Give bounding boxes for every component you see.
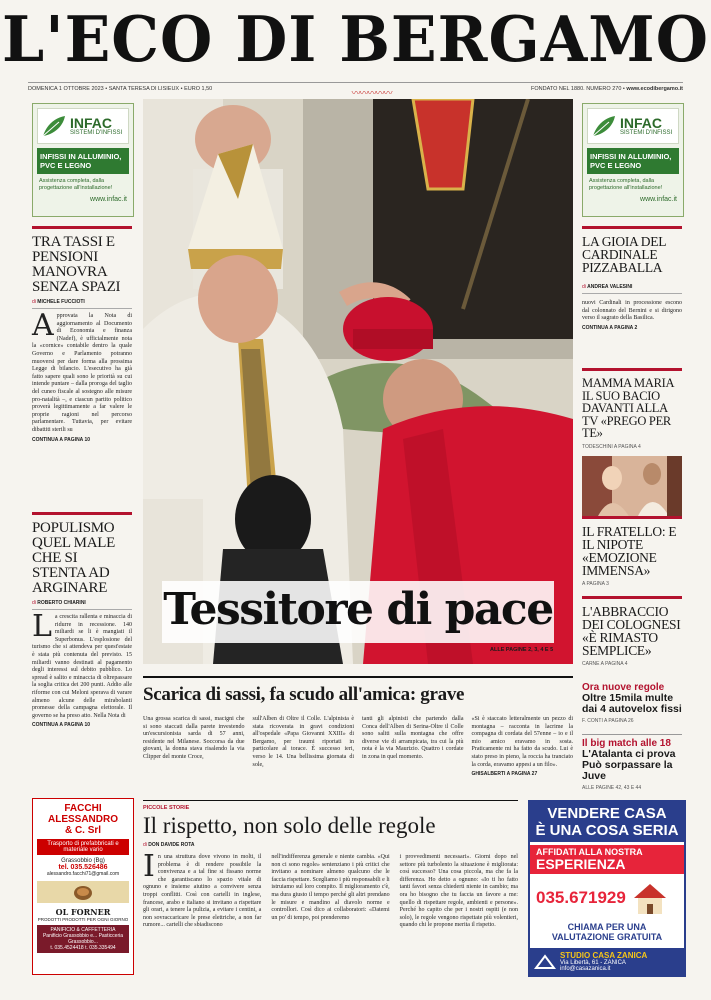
infac-url[interactable]: www.infac.it <box>640 196 677 203</box>
family-photo-illustration <box>582 456 682 518</box>
studio-name: STUDIO CASA ZANICA <box>560 951 648 960</box>
section-rule <box>32 512 132 515</box>
ad-subhead: AFFIDATI ALLA NOSTRA ESPERIENZA <box>530 845 684 874</box>
continue-link[interactable]: CONTINUA A PAGINA 2 <box>582 324 638 331</box>
leaf-icon <box>591 114 617 138</box>
story-col: nell'indifferenza generale e niente cambia. «Qui non ci sono regole» sentenziano i più critici che invitano a nominare almeno qualcuno che le faccia rispettare. Scegliamo i più responsabili e li istruiamo sul loro compito. Il miglioramento c'è, ma dura giusto il tempo perché gli altri prendano le misure e mandino al diavolo norme e controllori. Così dico ai collaboratori: «Datemi un po' di tempo, poi prenderemo <box>271 854 390 921</box>
infac-note: Assistenza completa, dalla progettazione all'installazione! <box>39 178 113 191</box>
story-ref[interactable]: GHISALBERTI A PAGINA 27 <box>471 771 538 778</box>
dropcap: L <box>32 609 52 644</box>
facchi-town: Grassobbio (Bg) <box>61 858 105 864</box>
infac-band: INFISSI IN ALLUMINIO, PVC E LEGNO <box>587 148 679 174</box>
story-headline[interactable]: Scarica di sassi, fa scudo all'amica: grave <box>143 684 465 705</box>
editorial-headline[interactable]: POPULISMO QUEL MALE CHE SI STENTA AD ARGINARE <box>32 520 115 596</box>
studio-address: Via Libertà, 61 - ZANICA <box>560 960 626 966</box>
continue-link[interactable]: CONTINUA A PAGINA 10 <box>32 722 91 729</box>
story-headline[interactable]: IL FRATELLO: E IL NIPOTE «EMOZIONE IMMENSA» <box>582 524 677 578</box>
ad-studio-casa[interactable] <box>528 800 686 977</box>
story-headline[interactable]: LA GIOIA DEL CARDINALE PIZZABALLA <box>582 234 666 275</box>
editorial-headline[interactable]: TRA TASSI E PENSIONI MANOVRA SENZA SPAZI <box>32 234 121 295</box>
main-headline[interactable]: Tessitore di pace <box>162 581 554 643</box>
infac-brand: INFAC <box>620 115 662 131</box>
studio-logo-icon <box>534 954 556 970</box>
dropcap: A <box>32 308 54 343</box>
byline: di MICHELE FUCCIOTI <box>32 299 85 305</box>
section-rule <box>582 516 682 519</box>
ad-cta: CHIAMA PER UNA VALUTAZIONE GRATUITA <box>551 922 663 942</box>
dropcap: I <box>143 849 155 884</box>
story-headline[interactable]: L'ABBRACCIO DEI COLOGNESI «È RIMASTO SEMPLICE» <box>582 604 681 658</box>
story-regole <box>143 800 518 930</box>
story-mamma-maria <box>582 368 682 518</box>
section-rule <box>143 676 573 678</box>
story-pizzaballa <box>582 226 682 331</box>
forner-sub: PRODOTTI PRODOTTI PER OGNI GIORNO <box>37 917 129 922</box>
story-headline[interactable]: MAMMA MARIA IL SUO BACIO DAVANTI ALLA TV «PREGO PER TE» <box>582 376 674 440</box>
byline: di DON DAVIDE ROTA <box>143 842 195 848</box>
story-fratello <box>582 516 682 587</box>
ad-facchi[interactable] <box>32 798 134 975</box>
facchi-service: Trasporto di prefabbricati e materiale vario <box>37 839 129 855</box>
story-col: sull'Alben di Oltre il Colle. L'alpinista è stata ricoverata in gravi condizioni all'ospedale «Papa Giovanni XXIII» di Bergamo, per traumi riportati in particolare al torace. È successo ieri, verso le 14. Una bellissima giornata di sole, <box>252 716 354 768</box>
story-col: tanti gli alpinisti che partendo dalla Conca dell'Alben di Serina-Oltre il Colle sono saliti sulla montagna che offre diverse vie di arrampicata, tra cui la più nota è la via Maurizio. Quattro i cordate in zona in quel momento. <box>362 716 464 760</box>
story-ref[interactable]: TODESCHINI A PAGINA 4 <box>582 443 641 450</box>
issue-number: FONDATO NEL 1880. NUMERO 270 • www.ecodibergamo.it <box>531 86 683 92</box>
editorial-body: La crescita rallenta e minaccia di ridurre in recessione. 140 miliardi se li è mangiati il Superbonus. L'esplosione del turismo che si attendeva per quest'estate è stata più contenuta del previsto. 15 miliardi vanno destinati al pagamento degli interessi sul debito pubblico. Lo spread è salito e minaccia di oltrepassare la soglia critica dei 200 punti. Addio alle riforme con cui Meloni sperava di varare almeno alcune delle mirabolanti promesse della campagna elettorale. Il governo se ha preso atto. Nella Nota di <box>32 609 132 719</box>
story-colognesi <box>582 596 682 667</box>
studio-email[interactable]: info@casazanica.it <box>560 966 611 972</box>
main-photo[interactable] <box>143 99 573 664</box>
brief-headline[interactable]: Oltre 15mila multe dai 4 autovelox fissi <box>582 692 682 715</box>
ad-headline: VENDERE CASA È UNA COSA SERIA <box>530 802 684 842</box>
bread-icon <box>73 883 93 901</box>
infac-logo <box>587 108 679 144</box>
editorial-populismo <box>32 512 132 728</box>
ad-infac-left[interactable] <box>32 103 134 217</box>
brief-label: Ora nuove regole <box>582 682 665 693</box>
masthead-title: L'ECO DI BERGAMO <box>2 3 709 77</box>
forner-shop: PANIFICIO & CAFFETTERIA Panificio Grassobbio e... Pasticceria Grassobbio... t. 035.4524418 t. 035.335494 <box>37 925 129 953</box>
story-col: «Si è staccato letteralmente un pezzo di montagna – racconta in lacrime la compagna di cordata del 57enne – io e il mio amico eravamo in sosta. Praticamente mi ha fatto da scudo. Lui è stato preso in pieno, la roccia ha tranciato la corda, eravamo appesi a un filo». GHISALBERTI A PAGINA 27 <box>471 716 573 778</box>
infac-sub: SISTEMI D'INFISSI <box>70 130 123 136</box>
pope-cardinal-illustration <box>143 99 573 664</box>
section-rule <box>582 596 682 599</box>
story-col: i provvedimenti necessari». Giorni dopo nel settore più turbolento la situazione è migliorata: così successo? Una cosa piccola, ma che fa la differenza. Ho detto a ognuno: «Io ti ho fatto tanti favori senza chiederti niente in cambio; ma ora ho bisogno che tu faccia un favore a me: quello di rispettare regole, ambienti e persone». Perché ho capito che per i nostri ospiti (e non solo), le regole vengono rispettate più volentieri, quando chi le propone merita il rispetto. <box>399 854 518 929</box>
story-kicker: PICCOLE STORIE <box>143 805 190 811</box>
story-columns <box>143 849 518 930</box>
story-col: Una grossa scarica di sassi, macigni che si sono staccati dalla parete investendo un'escursionista sarda di 57 anni, residente nel Milanese. Soccorsa da due giovani, la donna stava risalendo la via Clipper del monte Croce, <box>143 716 245 760</box>
ad-footer <box>530 948 684 975</box>
editorial-tassi <box>32 226 132 443</box>
brief-headline[interactable]: L'Atalanta ci prova Può sorpassare la Juve <box>582 748 676 782</box>
editorial-body: Approvata la Nota di aggiornamento al Documento di Economia e finanza (Nadef), è ufficialmente nota la «cornice» contabile dentro la quale Governo e Parlamento potranno muoversi per dare forma alla prossima Legge di bilancio. L'esecutivo ha già fatto sapere quali sono le priorità su cui intende puntare – dalla proroga del taglio del cuneo fiscale al sostegno alle misure pro-natalità –, e ciascun partito politico proverà legittimamente a far valere le proprie ragioni nel percorso parlamentare. Tuttavia, per evitare dibattiti sterili su <box>32 308 132 433</box>
facchi-tel[interactable]: tel. 035.526486 <box>58 864 108 871</box>
ad-infac-right[interactable] <box>582 103 684 217</box>
forner-name: OL FORNER <box>55 907 111 917</box>
story-headline[interactable]: Il rispetto, non solo delle regole <box>143 813 436 838</box>
facchi-name: FACCHI ALESSANDRO & C. Srl <box>47 803 118 836</box>
brief-ref[interactable]: ALLE PAGINE 42, 43 E 44 <box>582 785 642 791</box>
infac-url[interactable]: www.infac.it <box>90 196 127 203</box>
story-sassi <box>143 676 573 777</box>
ad-phone[interactable]: 035.671929 <box>536 888 626 907</box>
brief-label: Il big match alle 18 <box>582 738 671 749</box>
leaf-icon <box>41 114 67 138</box>
story-photo[interactable] <box>582 456 682 518</box>
story-columns <box>143 716 573 777</box>
brief-autovelox <box>582 682 682 724</box>
forner-logo <box>37 881 129 903</box>
continue-link[interactable]: CONTINUA A PAGINA 10 <box>32 436 91 443</box>
brief-atalanta <box>582 734 682 791</box>
section-rule <box>143 800 518 801</box>
main-pages-ref[interactable]: ALLE PAGINE 2, 3, 4 E 5 <box>490 647 554 653</box>
story-ref[interactable]: CARNE A PAGINA 4 <box>582 661 628 667</box>
issue-date: DOMENICA 1 OTTOBRE 2023 • SANTA TERESA DI LISIEUX • EURO 1,50 <box>28 86 213 92</box>
story-ref[interactable]: A PAGINA 3 <box>582 581 609 587</box>
infac-sub: SISTEMI D'INFISSI <box>620 130 673 136</box>
facchi-email[interactable]: alessandro.facchi71@gmail.com <box>46 871 120 877</box>
decorative-divider-icon: 〰〰〰〰〰 <box>351 88 392 98</box>
byline: di ANDREA VALESINI <box>582 284 682 294</box>
story-col: In una struttura dove vivono in molti, il problema è di rendere possibile la convivenza e a tal fine si fissano norme che garantiscano lo spazio vitale di ognuno e insieme aiutino a convivere senza troppi conflitti. Così con cartelli in inglese, francese, arabo e italiano si invitano a rispettare gli orari, a tenere la pulizia, a evitare i centini, a non sovraccaricare le prese elettriche, a non far rumore... cartelli che sbiadiscono <box>143 849 262 929</box>
brief-ref[interactable]: F. CONTI A PAGINA 26 <box>582 718 634 724</box>
infac-logo <box>37 108 129 144</box>
house-icon <box>630 878 670 918</box>
infac-note: Assistenza completa, dalla progettazione all'installazione! <box>589 178 663 191</box>
infac-brand: INFAC <box>70 115 112 131</box>
story-body: nuovi Cardinali in processione escono dal colonnato del Bernini e si dirigono verso il sagrato della Basilica. <box>582 300 682 322</box>
dateline <box>28 82 683 99</box>
section-rule <box>582 226 682 229</box>
infac-band: INFISSI IN ALLUMINIO, PVC E LEGNO <box>37 148 129 174</box>
section-rule <box>582 368 682 371</box>
section-rule <box>32 226 132 229</box>
byline: di ROBERTO CHIARINI <box>32 600 86 606</box>
